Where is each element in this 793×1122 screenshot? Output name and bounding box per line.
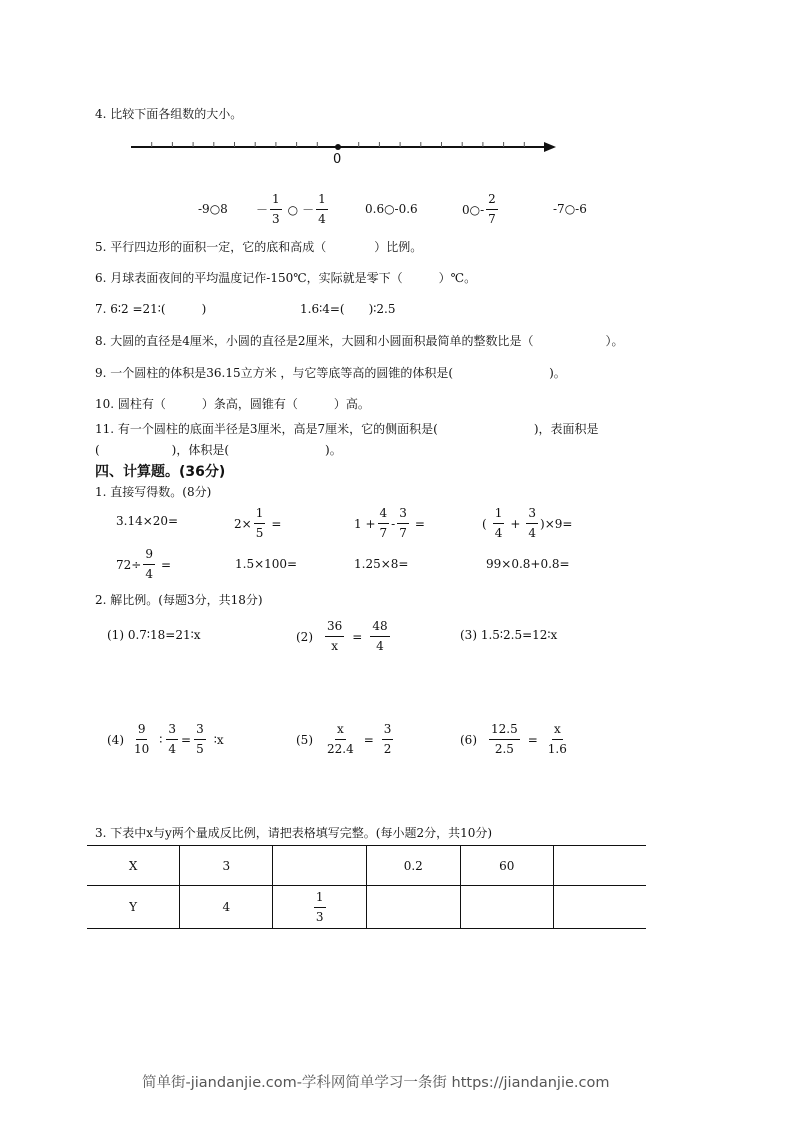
- table-cell: [273, 886, 366, 929]
- fraction: $\frac{3}{2}$: [383, 722, 392, 756]
- question-6: 6. 月球表面夜间的平均温度记作-150℃，实际就是零下（ ）℃。: [95, 271, 477, 285]
- origin-dot: [335, 144, 341, 150]
- table-cell-blank[interactable]: [460, 886, 553, 929]
- comparison-3: 0.6○-0.6: [365, 202, 418, 216]
- calc-item-1: 3.14×20=: [116, 514, 179, 528]
- part1-title: 1. 直接写得数。(8分): [95, 485, 212, 499]
- fraction: $\frac{1}{4}$: [494, 506, 503, 540]
- comparison-2: [256, 192, 330, 227]
- question-8: 8. 大圆的直径是4厘米，小圆的直径是2厘米，大圆和小圆面积最简单的整数比是（ ）。: [95, 334, 624, 348]
- calc-item-4: ( $\frac{1}{4}$ + $\frac{3}{4}$ )×9=: [482, 506, 573, 540]
- fraction: $\frac{9}{10}$: [134, 722, 150, 756]
- inverse-proportion-table: [87, 845, 646, 929]
- question-5: 5. 平行四边形的面积一定，它的底和高成（ ）比例。: [95, 240, 423, 254]
- fraction: $\frac{1}{3}$: [315, 889, 324, 924]
- table-row-y: [87, 886, 646, 929]
- fraction: $\frac{3}{4}$: [168, 722, 177, 756]
- table-cell-blank[interactable]: [554, 886, 647, 929]
- proportion-6: (6) $\frac{12.5}{2.5}$ = $\frac{x}{1.6}$: [460, 722, 567, 756]
- fraction: $\frac{x}{1.6}$: [547, 722, 567, 756]
- number-line-origin-label: 0: [333, 152, 342, 167]
- fraction: $\frac{36}{x}$: [327, 619, 343, 653]
- calc-item-3: 1 + $\frac{4}{7}$ - $\frac{3}{7}$ =: [354, 506, 425, 540]
- calc-item-2: 2× $\frac{1}{5}$ =: [234, 506, 282, 540]
- question-10: 10. 圆柱有（ ）条高，圆锥有（ ）高。: [95, 397, 370, 411]
- comparison-4: 0○- $\frac{2}{7}$: [462, 192, 496, 226]
- question-7b: 1.6∶4=( )∶2.5: [300, 302, 396, 316]
- proportion-2: (2) $\frac{36}{x}$ = $\frac{48}{4}$: [296, 619, 388, 653]
- fraction: $\frac{9}{4}$: [145, 547, 153, 581]
- table-cell-blank[interactable]: [273, 846, 366, 886]
- table-cell-header: X: [87, 846, 180, 886]
- compare-circle[interactable]: ○: [287, 202, 299, 217]
- proportion-4: (4) $\frac{9}{10}$ ∶ $\frac{3}{4}$ = $\frac{3}{5}$ ∶x: [107, 722, 224, 756]
- calc-item-8: 99×0.8+0.8=: [486, 557, 570, 571]
- fraction: $\frac{12.5}{2.5}$: [491, 722, 518, 756]
- calc-item-7: 1.25×8=: [354, 557, 409, 571]
- fraction: $\frac{3}{7}$: [399, 506, 407, 540]
- fraction: $\frac{1}{5}$: [255, 506, 264, 540]
- table-cell: 60: [460, 846, 553, 886]
- comparison-1: -9○8: [198, 202, 228, 216]
- part2-title: 2. 解比例。(每题3分，共18分): [95, 593, 263, 607]
- table-cell: 0.2: [366, 846, 460, 886]
- fraction: $\frac{3}{5}$: [196, 722, 204, 756]
- proportion-5: (5) $\frac{x}{22.4}$ = $\frac{3}{2}$: [296, 722, 392, 756]
- calc-item-5: 72÷ $\frac{9}{4}$ =: [116, 547, 172, 581]
- minus-sign: －: [302, 202, 315, 217]
- question-11-line2: ( )，体积是( )。: [95, 443, 342, 457]
- question-11-line1: 11. 有一个圆柱的底面半径是3厘米，高是7厘米，它的侧面积是( )，表面积是: [95, 422, 599, 436]
- fraction: $\frac{1}{3}$: [272, 192, 280, 226]
- table-cell-blank[interactable]: [554, 846, 647, 886]
- question-7a: 7. 6∶2 =21∶( ): [95, 302, 207, 316]
- comparison-5: -7○-6: [553, 202, 587, 216]
- footer-watermark: 简单街-jiandanjie.com-学科网简单学习一条街 https://jiandanjie.com: [142, 1075, 610, 1091]
- table-row-x: [87, 846, 646, 886]
- table-cell-blank[interactable]: [366, 886, 460, 929]
- q4-title: 4. 比较下面各组数的大小。: [95, 107, 243, 121]
- fraction: $\frac{3}{4}$: [528, 506, 537, 540]
- fraction: $\frac{48}{4}$: [372, 619, 388, 653]
- table-cell-header: Y: [87, 886, 180, 929]
- proportion-3: (3) 1.5∶2.5=12∶x: [460, 628, 558, 642]
- number-line: [128, 138, 560, 158]
- question-9: 9. 一个圆柱的体积是36.15立方米 ，与它等底等高的圆锥的体积是( )。: [95, 366, 566, 380]
- minus-sign: －: [256, 202, 269, 217]
- fraction: $\frac{4}{7}$: [379, 506, 388, 540]
- fraction: $\frac{2}{7}$: [488, 192, 496, 226]
- section-heading: 四、计算题。(36分): [95, 464, 226, 480]
- fraction: $\frac{1}{4}$: [318, 192, 326, 226]
- proportion-1: (1) 0.7∶18=21∶x: [107, 628, 201, 642]
- fraction: $\frac{x}{22.4}$: [327, 722, 354, 756]
- calc-item-6: 1.5×100=: [235, 557, 298, 571]
- table-cell: 3: [180, 846, 273, 886]
- table-cell: 4: [180, 886, 273, 929]
- part3-title: 3. 下表中x与y两个量成反比例，请把表格填写完整。(每小题2分，共10分): [95, 826, 493, 840]
